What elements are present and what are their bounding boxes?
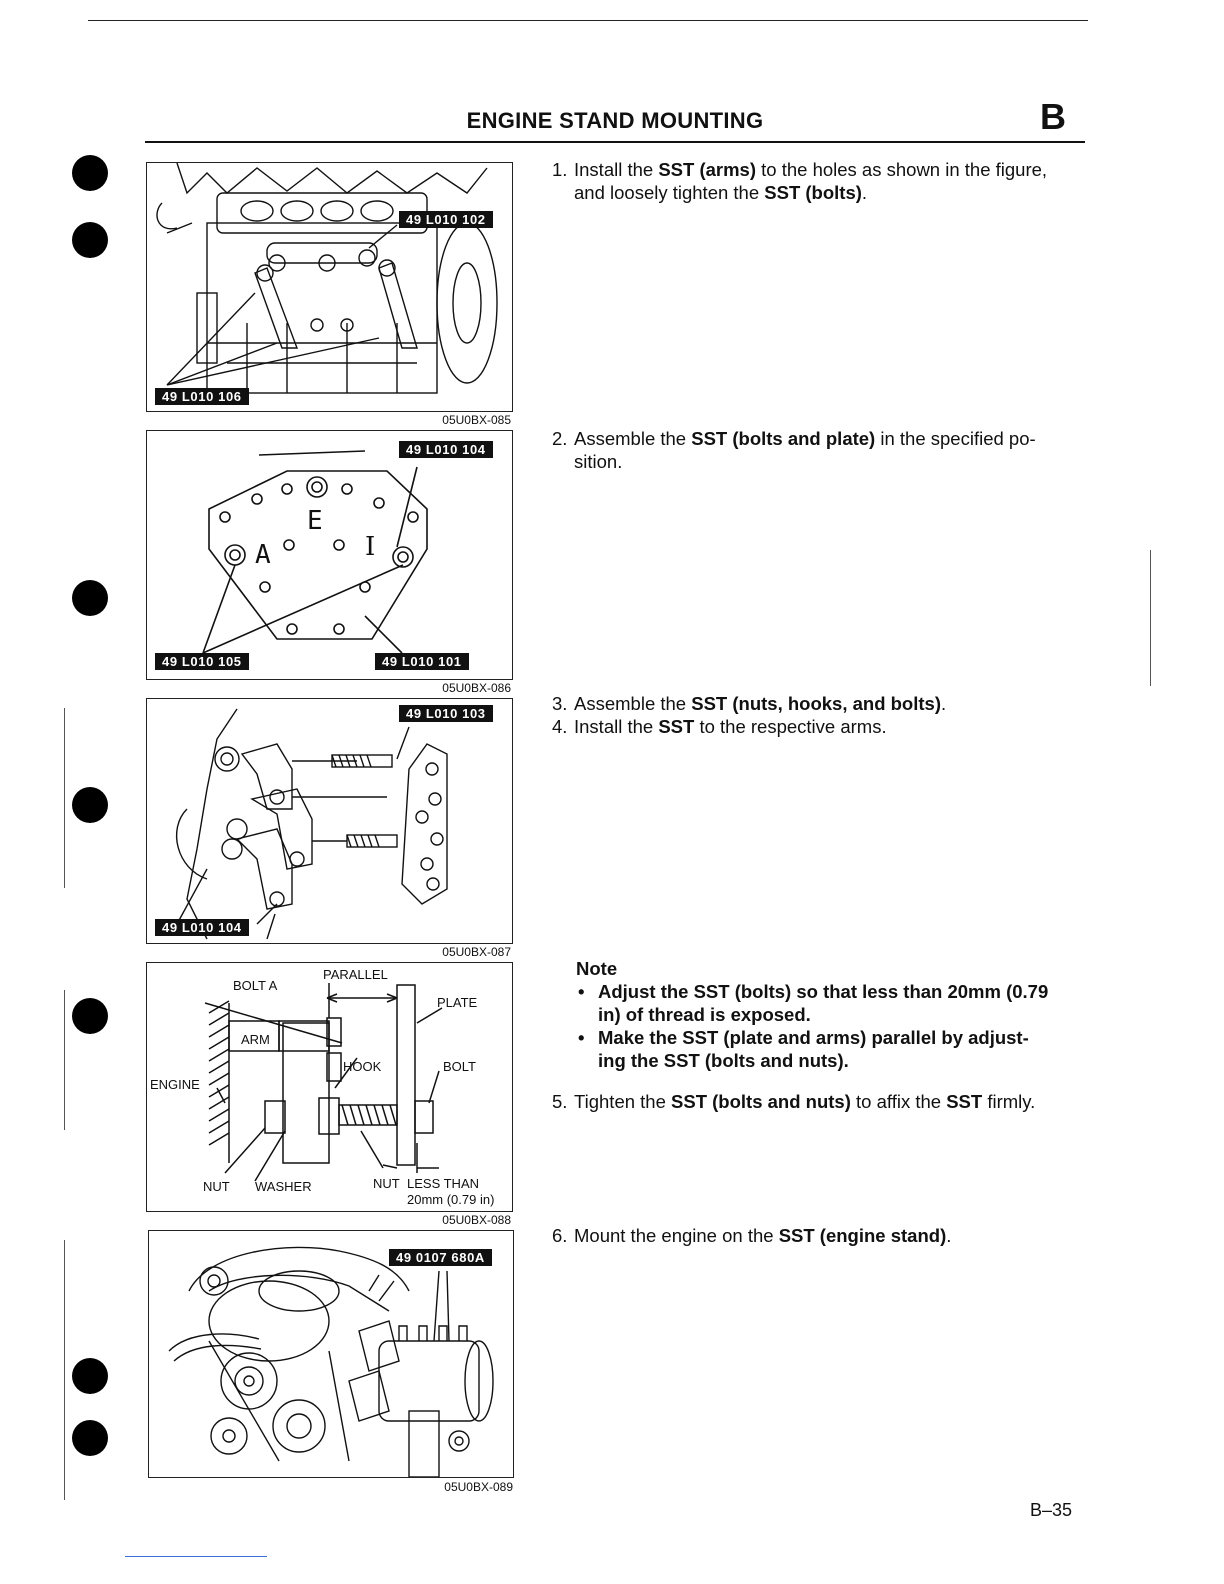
section-letter: B bbox=[1040, 96, 1066, 137]
bolt-diagram bbox=[147, 963, 512, 1211]
figure-engine-stand bbox=[148, 1230, 514, 1478]
engine-arms-illustration bbox=[147, 163, 512, 411]
figure-plate bbox=[146, 430, 513, 680]
sst-tag: 49 L010 102 bbox=[399, 211, 493, 228]
plate-letter: I bbox=[365, 532, 376, 562]
diagram-label: 20mm (0.79 in) bbox=[407, 1192, 495, 1207]
sst-tag: 49 L010 106 bbox=[155, 388, 249, 405]
figure-code: 05U0BX-088 bbox=[442, 1213, 511, 1227]
figure-engine-arms bbox=[146, 162, 513, 412]
margin-line bbox=[1150, 550, 1151, 686]
note-item: • Adjust the SST (bolts) so that less than 20mm (0.79 in) of thread is exposed. bbox=[576, 980, 1096, 1026]
margin-line bbox=[64, 1240, 65, 1500]
diagram-label: LESS THAN bbox=[407, 1176, 480, 1191]
figure-code: 05U0BX-086 bbox=[442, 681, 511, 695]
step-6: 6. Mount the engine on the SST (engine stand). bbox=[552, 1225, 952, 1246]
figure-code: 05U0BX-085 bbox=[442, 413, 511, 427]
figure-code: 05U0BX-087 bbox=[442, 945, 511, 959]
sst-tag: 49 0107 680A bbox=[389, 1249, 492, 1266]
note-box bbox=[576, 957, 1096, 1072]
step-1: 1. Install the SST (arms) to the holes as shown in the figure, and loosely tighten the SST (bolts). bbox=[552, 159, 1048, 203]
footer-rule bbox=[125, 1556, 267, 1557]
plate-illustration bbox=[147, 431, 512, 679]
figure-bolt-diagram bbox=[146, 962, 513, 1212]
diagram-label: BOLT bbox=[443, 1059, 476, 1074]
step-4: 4. Install the SST to the respective arms. bbox=[552, 716, 887, 737]
page-number: B–35 bbox=[1030, 1500, 1073, 1520]
step-2: 2. Assemble the SST (bolts and plate) in the specified po- sition. bbox=[552, 428, 1036, 472]
diagram-label: NUT bbox=[373, 1176, 400, 1191]
plate-letter: E bbox=[307, 506, 323, 536]
step-5: 5. Tighten the SST (bolts and nuts) to affix the SST firmly. bbox=[552, 1091, 1036, 1112]
diagram-label: ENGINE bbox=[150, 1077, 200, 1092]
margin-line bbox=[64, 990, 65, 1130]
note-heading: Note bbox=[576, 958, 618, 979]
binder-hole-mark bbox=[72, 155, 108, 191]
binder-hole-mark bbox=[72, 580, 108, 616]
diagram-label: PARALLEL bbox=[323, 967, 388, 982]
binder-hole-mark bbox=[72, 998, 108, 1034]
sst-tag: 49 L010 105 bbox=[155, 653, 249, 670]
page-title: ENGINE STAND MOUNTING bbox=[466, 108, 764, 133]
title-rule bbox=[145, 141, 1085, 143]
diagram-label: ARM bbox=[241, 1032, 270, 1047]
figure-nuts-hooks-bolts bbox=[146, 698, 513, 944]
binder-hole-mark bbox=[72, 1358, 108, 1394]
top-rule bbox=[88, 20, 1088, 21]
diagram-label: WASHER bbox=[255, 1179, 312, 1194]
sst-tag: 49 L010 101 bbox=[375, 653, 469, 670]
plate-letter: A bbox=[255, 540, 271, 570]
binder-hole-mark bbox=[72, 1420, 108, 1456]
binder-hole-mark bbox=[72, 787, 108, 823]
sst-tag: 49 L010 104 bbox=[155, 919, 249, 936]
diagram-label: NUT bbox=[203, 1179, 230, 1194]
engine-stand-illustration bbox=[149, 1231, 513, 1477]
step-3: 3. Assemble the SST (nuts, hooks, and bolts). bbox=[552, 693, 947, 714]
diagram-label: PLATE bbox=[437, 995, 478, 1010]
sst-tag: 49 L010 103 bbox=[399, 705, 493, 722]
note-item: • Make the SST (plate and arms) parallel by adjust- ing the SST (bolts and nuts). bbox=[576, 1026, 1096, 1072]
figure-code: 05U0BX-089 bbox=[444, 1480, 513, 1494]
hooks-bolts-illustration bbox=[147, 699, 512, 943]
diagram-label: BOLT A bbox=[233, 978, 278, 993]
margin-line bbox=[64, 708, 65, 888]
binder-hole-mark bbox=[72, 222, 108, 258]
sst-tag: 49 L010 104 bbox=[399, 441, 493, 458]
diagram-label: HOOK bbox=[343, 1059, 382, 1074]
